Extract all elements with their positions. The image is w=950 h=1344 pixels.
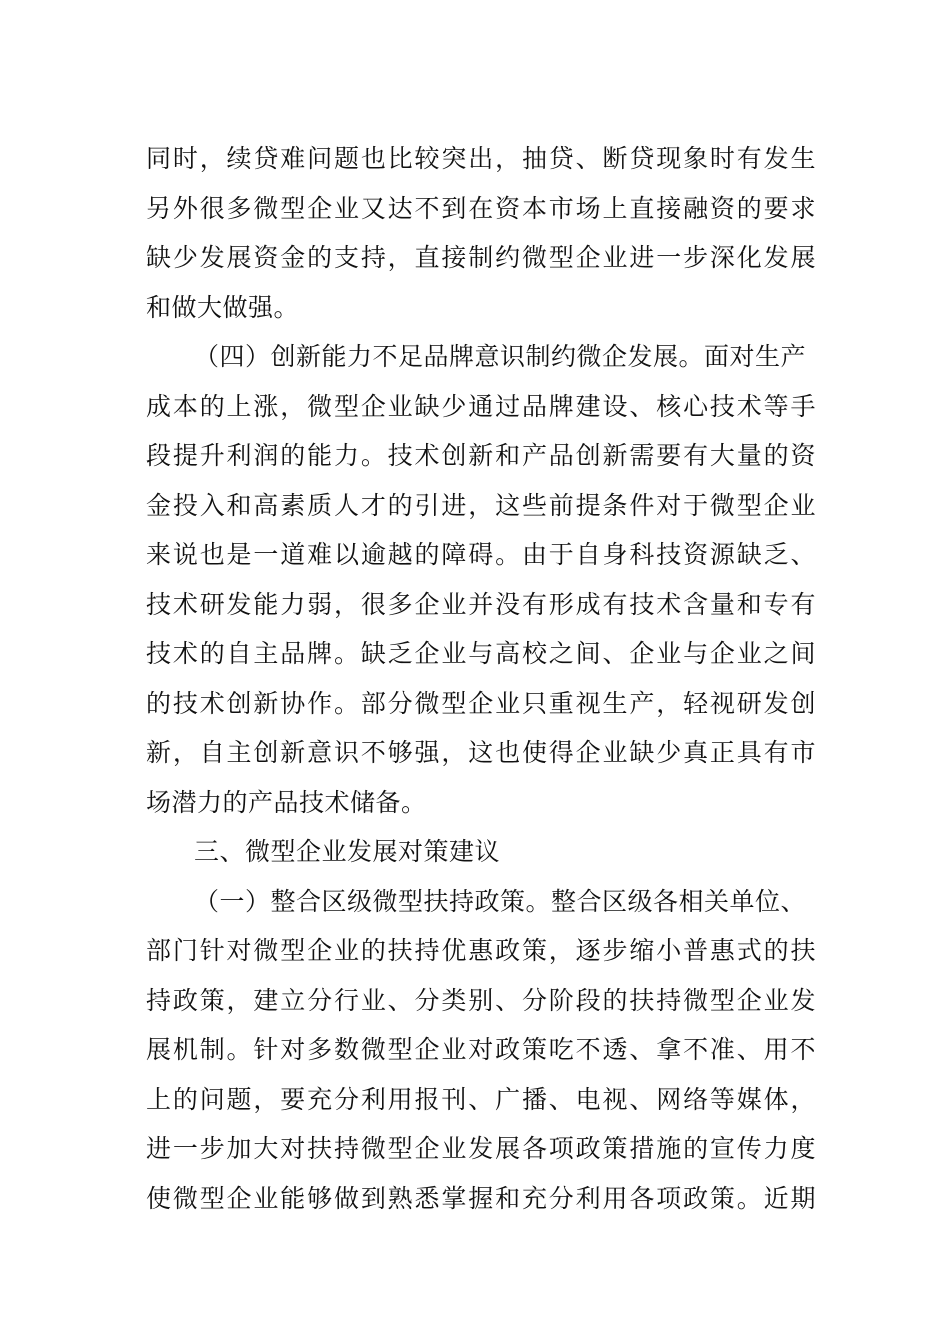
paragraph-line: 和做大做强。 (146, 292, 300, 322)
section-title: 三、微型企业发展对策建议 (194, 837, 501, 866)
paragraph-line: 持政策，建立分行业、分类别、分阶段的扶持微型企业发 (146, 985, 816, 1015)
section-heading-line: （四）创新能力不足品牌意识制约微企发展。面对生产 (194, 342, 807, 371)
paragraph-line: 成本的上涨，微型企业缺少通过品牌建设、核心技术等手 (146, 391, 816, 421)
paragraph-line: 同时，续贷难问题也比较突出，抽贷、断贷现象时有发生 (146, 144, 816, 173)
paragraph-line: 另外很多微型企业又达不到在资本市场上直接融资的要求 (146, 193, 816, 223)
paragraph-line: 进一步加大对扶持微型企业发展各项政策措施的宣传力度 (146, 1134, 816, 1163)
paragraph-line: 部门针对微型企业的扶持优惠政策，逐步缩小普惠式的扶 (146, 936, 816, 965)
paragraph-line: 展机制。针对多数微型企业对政策吃不透、拿不准、用不 (146, 1035, 816, 1064)
paragraph-line: 缺少发展资金的支持，直接制约微型企业进一步深化发展 (146, 243, 816, 272)
paragraph-line: 的技术创新协作。部分微型企业只重视生产，轻视研发创 (146, 688, 816, 718)
section-heading-line: （一）整合区级微型扶持政策。整合区级各相关单位、 (194, 886, 807, 916)
paragraph-line: 金投入和高素质人才的引进，这些前提条件对于微型企业 (146, 490, 816, 520)
document-body (146, 134, 816, 1223)
paragraph-line: 新，自主创新意识不够强，这也使得企业缺少真正具有市 (146, 738, 816, 767)
paragraph-line: 来说也是一道难以逾越的障碍。由于自身科技资源缺乏、 (146, 540, 816, 569)
paragraph-line: 段提升利润的能力。技术创新和产品创新需要有大量的资 (146, 441, 816, 470)
paragraph-line: 技术的自主品牌。缺乏企业与高校之间、企业与企业之间 (146, 639, 816, 668)
paragraph-line: 场潜力的产品技术储备。 (146, 787, 427, 817)
paragraph-line: 技术研发能力弱，很多企业并没有形成有技术含量和专有 (146, 589, 816, 619)
paragraph-line: 使微型企业能够做到熟悉掌握和充分利用各项政策。近期 (146, 1183, 816, 1213)
paragraph-line: 上的问题，要充分利用报刊、广播、电视、网络等媒体， (146, 1084, 816, 1114)
